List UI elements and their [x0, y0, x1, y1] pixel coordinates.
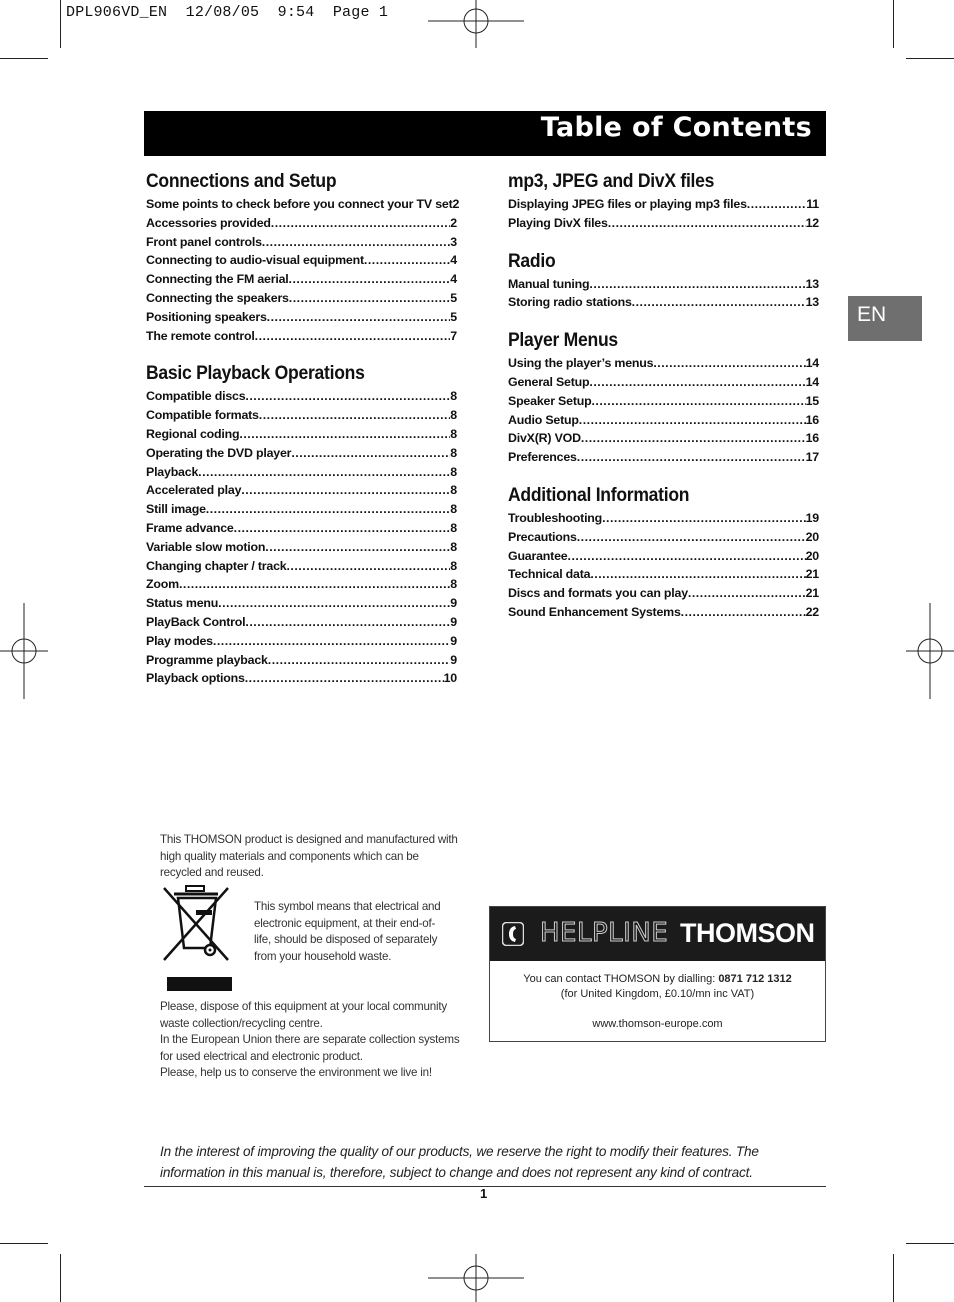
toc-entry[interactable] [146, 559, 457, 578]
phone-handset-icon [502, 922, 524, 946]
entry-label: Storing radio stations [508, 295, 632, 310]
entry-label: Changing chapter / track [146, 558, 287, 573]
section-heading: Basic Playback Operations [146, 362, 365, 385]
entry-label: Front panel controls [146, 234, 262, 249]
toc-section [508, 169, 819, 235]
toc-entry[interactable] [146, 540, 457, 559]
entry-page: 2 [450, 215, 457, 230]
entry-page: 16 [805, 431, 819, 446]
toc-entry[interactable] [146, 427, 457, 446]
toc-entry[interactable] [508, 356, 819, 375]
toc-section [508, 328, 819, 469]
entry-label: Using the player’s menus [508, 356, 654, 371]
entry-page: 13 [805, 295, 819, 310]
dot-leader [179, 577, 450, 591]
entry-label: Accelerated play [146, 483, 242, 498]
toc-entry[interactable] [146, 577, 457, 596]
toc-entry[interactable] [146, 671, 457, 690]
toc-entry[interactable] [146, 653, 457, 672]
entry-page: 4 [450, 253, 457, 268]
dot-leader [681, 605, 806, 619]
crop-mark [0, 1243, 48, 1244]
entry-page: 8 [450, 577, 457, 592]
toc-right-column [508, 169, 819, 638]
entry-page: 15 [805, 393, 819, 408]
toc-entry[interactable] [508, 605, 819, 624]
dot-leader [747, 197, 807, 211]
entry-page: 13 [805, 276, 819, 291]
section-heading: Radio [508, 249, 556, 272]
entry-page: 22 [805, 604, 819, 619]
dot-leader [579, 413, 806, 427]
entry-label: Status menu [146, 596, 219, 611]
toc-entry[interactable] [508, 431, 819, 450]
section-heading: Player Menus [508, 329, 618, 352]
entry-label: Some points to check before you connect your TV set [146, 197, 453, 211]
toc-entry[interactable] [146, 235, 457, 254]
entry-label: Discs and formats you can play [508, 586, 688, 601]
dot-leader [241, 483, 450, 497]
toc-entry[interactable] [146, 408, 457, 427]
toc-entry[interactable] [508, 277, 819, 296]
crop-mark [0, 58, 48, 59]
entry-page: 8 [450, 445, 457, 460]
entry-page: 2 [452, 197, 460, 211]
entry-label: Frame advance [146, 520, 234, 535]
entry-page: 3 [450, 234, 457, 249]
dot-leader [632, 295, 806, 309]
dot-leader [591, 394, 805, 408]
entry-label: Compatible formats [146, 408, 259, 423]
entry-label: Guarantee [508, 548, 568, 563]
entry-page: 21 [805, 567, 819, 582]
entry-page: 20 [805, 548, 819, 563]
entry-label: Playback options [146, 671, 245, 686]
crop-mark [60, 1254, 61, 1302]
dot-leader [213, 634, 450, 648]
entry-label: Still image [146, 502, 206, 517]
dispose-line: Please, dispose of this equipment at your local community waste collection/recycling centre. [160, 1000, 447, 1030]
toc-entry[interactable] [146, 615, 457, 634]
toc-left-column [146, 169, 460, 704]
dot-leader [268, 653, 451, 667]
entry-label: The remote control [146, 328, 255, 343]
toc-entry[interactable] [508, 549, 819, 568]
toc-entry[interactable] [508, 530, 819, 549]
dot-leader [245, 615, 450, 629]
helpline-label: HELPLINE [540, 918, 669, 948]
toc-entry[interactable] [146, 502, 457, 521]
toc-entry[interactable] [146, 596, 457, 615]
toc-entry[interactable] [146, 521, 457, 540]
disclaimer: In the interest of improving the quality of our products, we reserve the right to modify their features. The information in this manual is, therefore, subject to change and does not represent any kind of contract. [160, 1144, 759, 1180]
section-heading: Additional Information [508, 483, 690, 506]
language-tab-label: EN [857, 303, 887, 326]
dot-leader [589, 277, 805, 291]
crop-mark [906, 58, 954, 59]
entry-label: Positioning speakers [146, 309, 267, 324]
helpline-website[interactable]: www.thomson-europe.com [592, 1018, 723, 1030]
entry-page: 19 [805, 510, 819, 525]
dot-leader [289, 291, 451, 305]
language-tab [848, 296, 922, 341]
entry-page: 8 [450, 502, 457, 517]
helpline-contact [490, 973, 825, 985]
dot-leader [198, 465, 450, 479]
registration-mark-top [428, 0, 524, 48]
dot-leader [653, 356, 805, 370]
crop-mark [893, 1254, 894, 1302]
toc-entry[interactable] [146, 465, 457, 484]
entry-label: General Setup [508, 374, 590, 389]
page-number: 1 [480, 1186, 488, 1201]
entry-page: 7 [450, 328, 457, 343]
toc-entry[interactable] [508, 450, 819, 469]
entry-page: 8 [450, 483, 457, 498]
registration-mark-bottom [428, 1254, 524, 1302]
entry-page: 8 [450, 426, 457, 441]
entry-page: 20 [805, 529, 819, 544]
entry-label: Playback [146, 464, 199, 479]
crop-mark [893, 0, 894, 48]
entry-page: 9 [450, 614, 457, 629]
entry-page: 5 [450, 309, 457, 324]
entry-page: 14 [805, 356, 819, 371]
helpline-banner [490, 907, 825, 961]
dot-leader [581, 431, 806, 445]
recycling-dispose-note [160, 999, 460, 1082]
registration-mark-left [0, 603, 48, 699]
dot-leader [259, 408, 451, 422]
toc-entry[interactable] [508, 413, 819, 432]
toc-entry[interactable] [508, 567, 819, 586]
entry-page: 14 [805, 374, 819, 389]
print-header: DPL906VD_EN 12/08/05 9:54 Page 1 [66, 4, 389, 21]
dot-leader [590, 567, 805, 581]
entry-page: 21 [805, 586, 819, 601]
entry-label: DivX(R) VOD [508, 431, 581, 446]
toc-entry[interactable] [508, 197, 819, 216]
toc-section [508, 483, 819, 624]
page-title: Table of Contents [540, 112, 812, 143]
toc-entry[interactable] [146, 253, 457, 272]
dot-leader [577, 530, 806, 544]
entry-page: 16 [805, 412, 819, 427]
entry-label: Preferences [508, 450, 577, 465]
entry-label: Regional coding [146, 426, 240, 441]
dot-leader [364, 253, 450, 267]
entry-page: 5 [450, 290, 457, 305]
dot-leader [245, 671, 444, 685]
entry-page: 9 [450, 596, 457, 611]
entry-label: Connecting the FM aerial [146, 272, 289, 287]
recycling-intro: This THOMSON product is designed and manufactured with high quality materials and components which can be recycled and reused. [160, 833, 458, 880]
entry-page: 9 [450, 633, 457, 648]
entry-label: Troubleshooting [508, 510, 603, 525]
entry-label: Connecting the speakers [146, 290, 289, 305]
dot-leader [239, 427, 450, 441]
entry-label: Operating the DVD player [146, 445, 292, 460]
dot-leader [602, 511, 806, 525]
toc-section [508, 249, 819, 315]
toc-entry[interactable] [146, 389, 457, 408]
entry-label: Zoom [146, 577, 179, 592]
toc-entry[interactable] [146, 483, 457, 502]
section-heading: mp3, JPEG and DivX files [508, 170, 715, 192]
toc-entry[interactable] [146, 197, 460, 216]
dispose-line: In the European Union there are separate collection systems for used electrical and electronic product. [160, 1033, 460, 1063]
entry-page: 10 [443, 671, 457, 686]
entry-page: 8 [450, 464, 457, 479]
toc-entry[interactable] [508, 586, 819, 605]
toc-entry[interactable] [508, 216, 819, 235]
thomson-logo: THOMSON [680, 918, 815, 948]
crossed-out-wheelie-bin-icon [160, 884, 232, 964]
dot-leader [265, 540, 450, 554]
entry-page: 17 [805, 450, 819, 465]
dot-leader [291, 446, 450, 460]
entry-page: 9 [450, 652, 457, 667]
entry-label: Manual tuning [508, 276, 590, 291]
entry-label: Variable slow motion [146, 539, 266, 554]
dot-leader [262, 235, 451, 249]
dot-leader [286, 559, 450, 573]
entry-page: 8 [450, 389, 457, 404]
entry-label: Connecting to audio-visual equipment [146, 253, 364, 268]
contact-prefix: You can contact THOMSON by dialling: [523, 973, 716, 985]
entry-label: Displaying JPEG files or playing mp3 files [508, 197, 747, 211]
dot-leader [688, 586, 806, 600]
crop-mark [906, 1243, 954, 1244]
dot-leader [267, 310, 451, 324]
helpline-rate-note: (for United Kingdom, £0.10/mn inc VAT) [560, 988, 755, 1000]
toc-entry[interactable] [146, 329, 457, 348]
entry-label: Compatible discs [146, 389, 246, 404]
toc-entry[interactable] [146, 272, 457, 291]
toc-entry[interactable] [508, 295, 819, 314]
dot-leader [289, 272, 451, 286]
entry-page: 8 [450, 408, 457, 423]
entry-label: Sound Enhancement Systems [508, 604, 681, 619]
toc-section [146, 169, 460, 347]
dot-leader [589, 375, 805, 389]
entry-label: Play modes [146, 633, 213, 648]
entry-label: Programme playback [146, 652, 268, 667]
toc-entry[interactable] [508, 511, 819, 530]
dot-leader [577, 450, 806, 464]
helpline-phone: 0871 712 1312 [718, 973, 792, 985]
toc-entry[interactable] [508, 375, 819, 394]
entry-label: Technical data [508, 567, 591, 582]
dot-leader [245, 389, 450, 403]
helpline-box [489, 906, 826, 1042]
toc-entry[interactable] [146, 446, 457, 465]
dot-leader [234, 521, 451, 535]
dot-leader [206, 502, 451, 516]
title-bar [144, 111, 826, 156]
entry-page: 11 [806, 197, 819, 211]
bin-underline-bar [167, 977, 232, 991]
section-heading: Connections and Setup [146, 170, 337, 192]
entry-page: 8 [450, 558, 457, 573]
toc-section [146, 361, 457, 690]
crop-mark [60, 0, 61, 48]
toc-entry[interactable] [146, 310, 457, 329]
entry-page: 8 [450, 520, 457, 535]
dot-leader [218, 596, 450, 610]
recycling-symbol-note: This symbol means that electrical and electronic equipment, at their end-of-life, should be disposed of separately from your household waste. [254, 900, 441, 963]
dot-leader [568, 549, 806, 563]
toc-entry[interactable] [508, 394, 819, 413]
dot-leader [608, 216, 806, 230]
dot-leader [271, 216, 451, 230]
entry-page: 12 [805, 215, 819, 230]
entry-label: Audio Setup [508, 412, 579, 427]
dispose-line: Please, help us to conserve the environment we live in! [160, 1066, 432, 1080]
entry-page: 8 [450, 539, 457, 554]
toc-entry[interactable] [146, 634, 457, 653]
dot-leader [255, 329, 451, 343]
toc-entry[interactable] [146, 291, 457, 310]
toc-entry[interactable] [146, 216, 457, 235]
entry-label: Speaker Setup [508, 393, 592, 408]
entry-label: Playing DivX files [508, 215, 608, 230]
entry-page: 4 [450, 272, 457, 287]
entry-label: PlayBack Control [146, 614, 246, 629]
registration-mark-right [906, 603, 954, 699]
entry-label: Accessories provided [146, 215, 271, 230]
entry-label: Precautions [508, 529, 577, 544]
